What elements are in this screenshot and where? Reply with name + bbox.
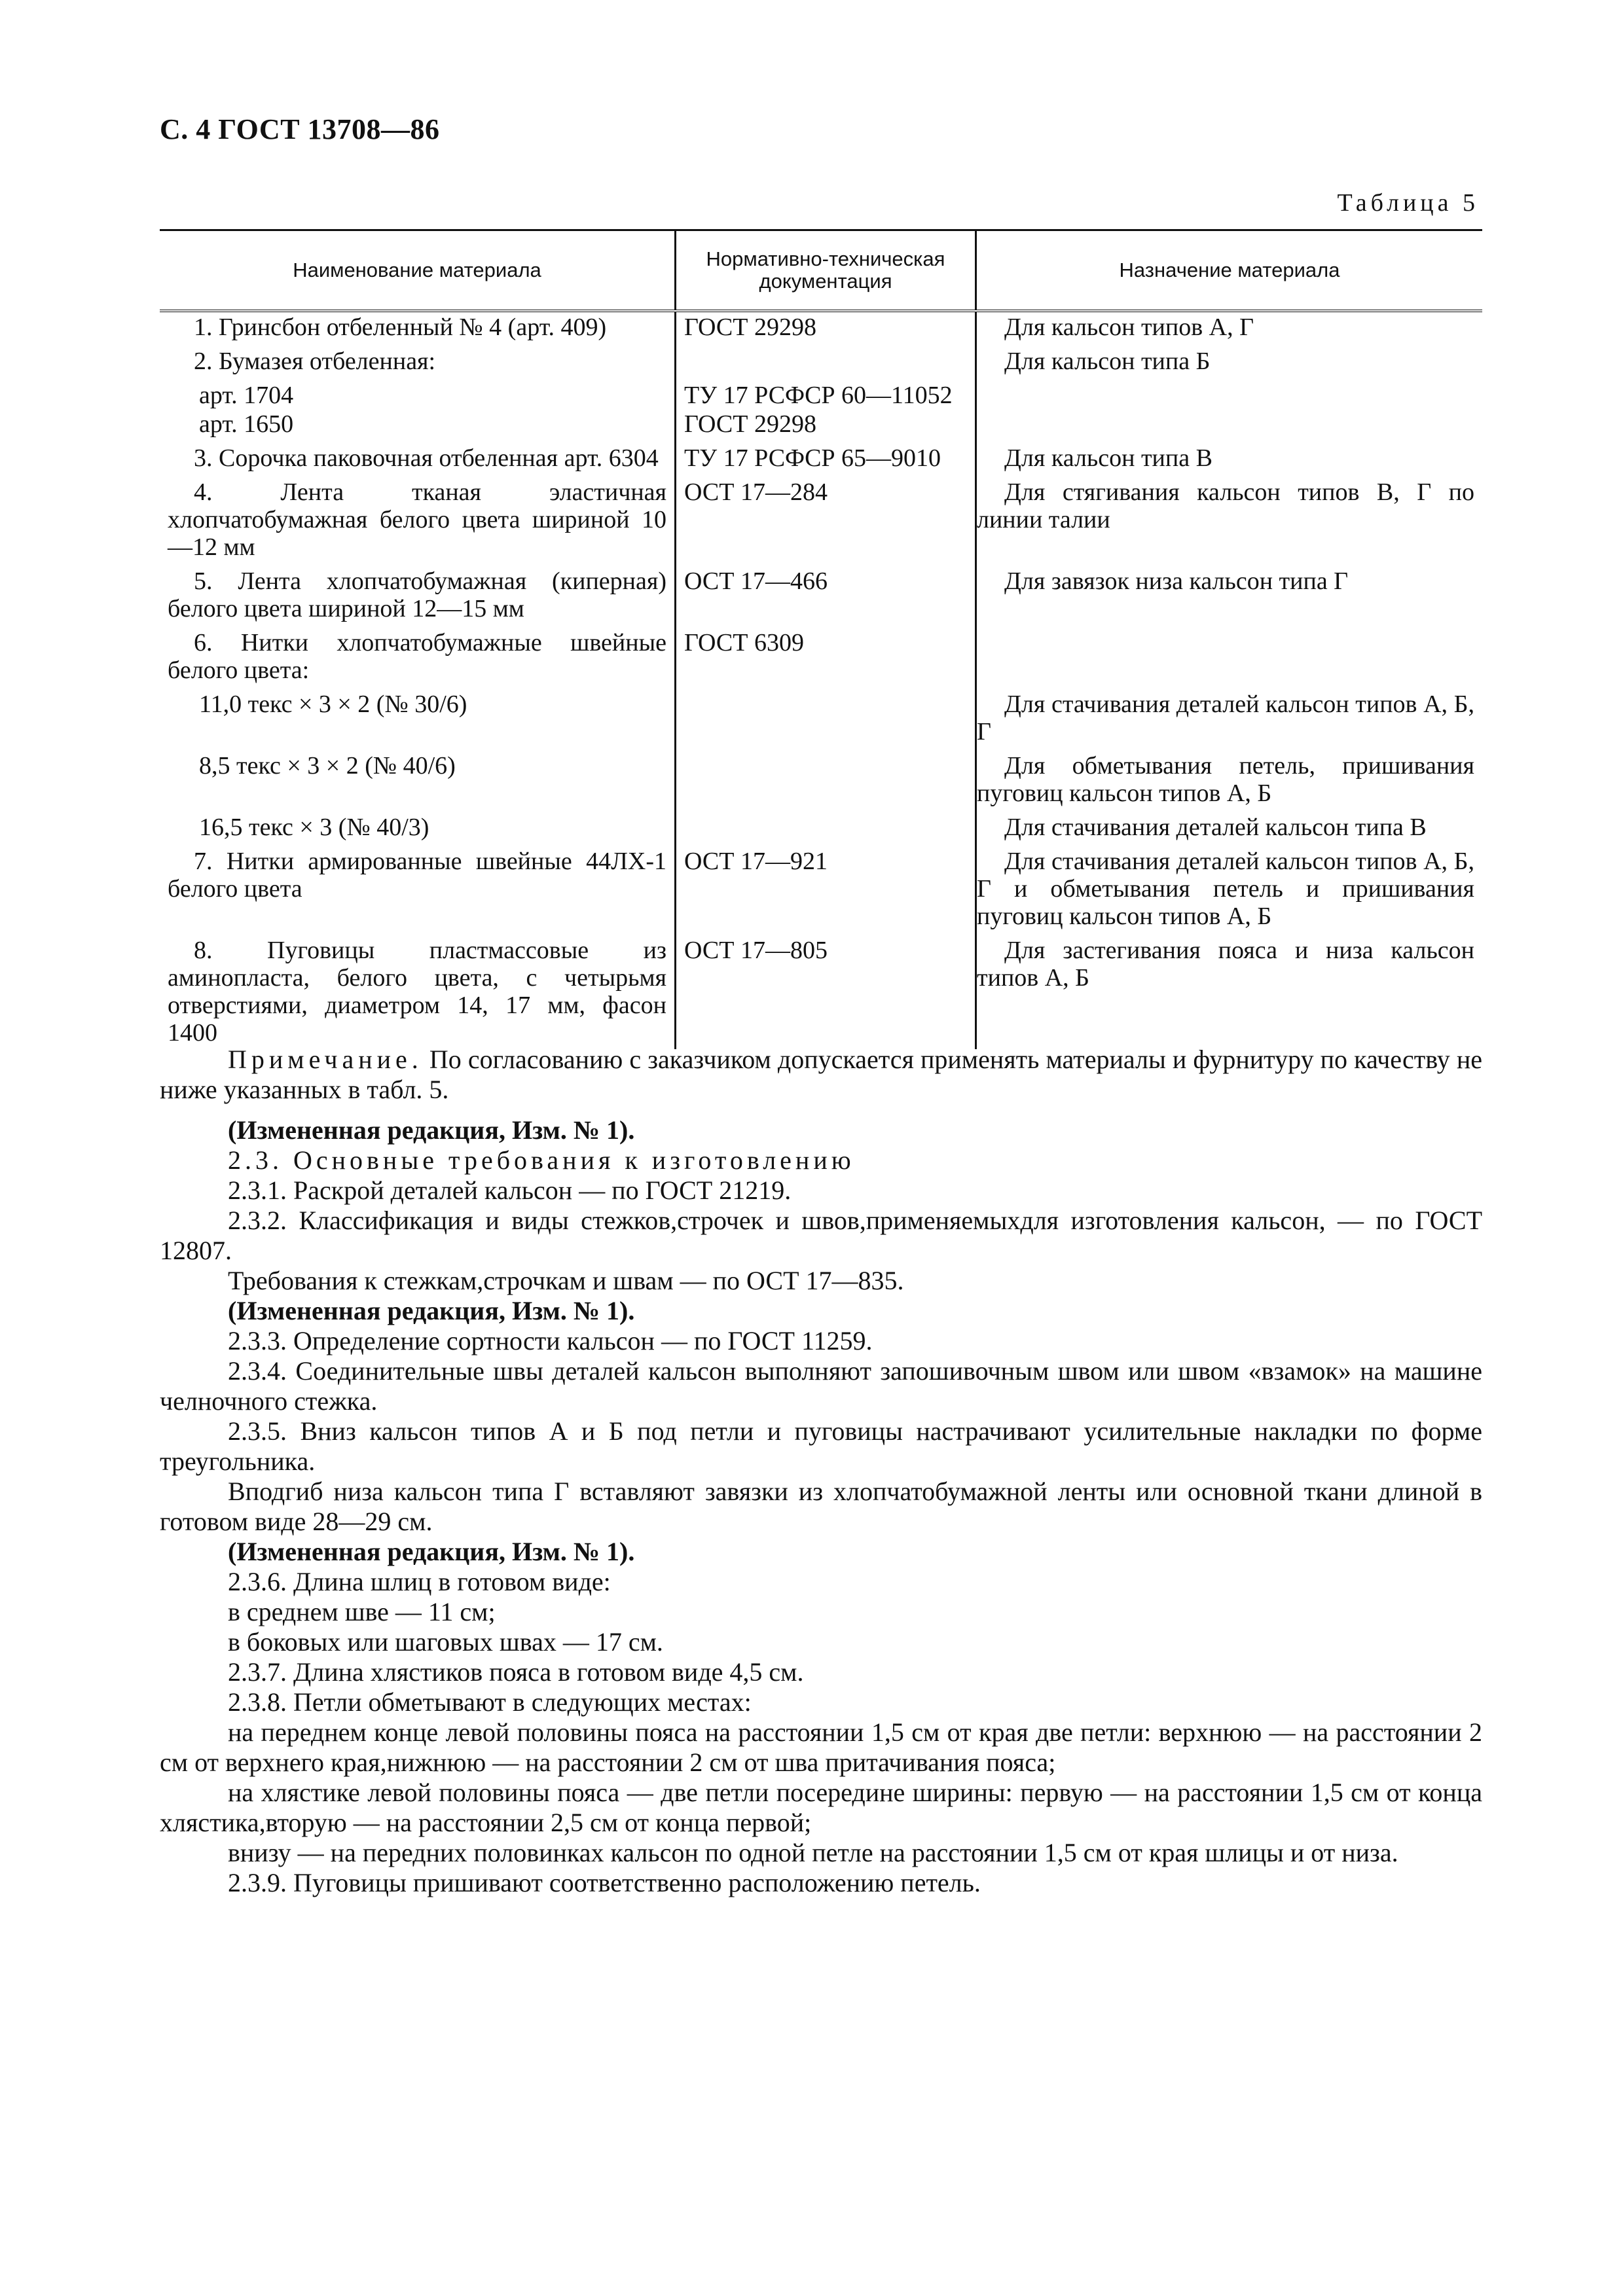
page-header: С. 4 ГОСТ 13708—86 [160,113,440,145]
material-name: 7. Нитки армированные швейные 44ЛХ-1 белого цвета [168,848,666,903]
table-row [160,628,1482,689]
material-doc: ГОСТ 29298 [676,409,976,443]
material-purpose [976,311,1483,346]
material-purpose [976,409,1483,443]
paragraph: 2.3.6. Длина шлиц в готовом виде: [228,1567,611,1596]
material-doc: ГОСТ 29298 [676,311,976,346]
paragraph: 2.3.1. Раскрой деталей кальсон — по ГОСТ 21219. [228,1175,792,1205]
purpose-text: Для стягивания кальсон типов В, Г по линии талии [977,478,1474,533]
material-purpose [976,751,1483,812]
material-doc [676,751,976,812]
paragraph: Требования к стежкам,строчкам и швам — по ОСТ 17—835. [228,1266,904,1295]
material-name: 8,5 текс × 3 × 2 (№ 40/6) [199,752,456,780]
purpose-text: Для застегивания пояса и низа кальсон типов А, Б [977,937,1474,992]
material-doc: ГОСТ 6309 [676,628,976,689]
material-name: арт. 1650 [199,410,294,438]
section-heading: 2.3. Основные требования к изготовлению [228,1145,855,1175]
paragraph: на переднем конце левой половины пояса на расстоянии 1,5 см от края две петли: верхнюю — на расстоянии 2 см от верхнего края,нижнюю — на расстоянии 2 см от шва притачивания пояса; [160,1717,1482,1777]
column-header-material: Наименование материала [160,230,676,312]
material-doc [676,346,976,380]
body-text [160,1045,1482,1898]
paragraph: внизу — на передних половинках кальсон по одной петле на расстоянии 1,5 см от края шлицы и от низа. [228,1838,1398,1867]
material-doc [676,812,976,846]
table-row [160,812,1482,846]
paragraph: 2.3.8. Петли обметывают в следующих местах: [228,1687,752,1717]
table-row [160,751,1482,812]
paragraph: 2.3.2. Классификация и виды стежков,строчек и швов,применяемыхдля изготовления кальсон, — по ГОСТ 12807. [160,1206,1482,1265]
material-doc: ОСТ 17—805 [676,935,976,1049]
table-note [160,1045,1482,1105]
column-header-documentation: Нормативно-техническая документация [676,230,976,312]
material-name: 16,5 текс × 3 (№ 40/3) [199,814,429,841]
material-purpose [976,628,1483,689]
table-row [160,380,1482,409]
revision-note: (Измененная редакция, Изм. № 1). [228,1115,635,1145]
material-doc: ОСТ 17—284 [676,477,976,566]
paragraph: Вподгиб низа кальсон типа Г вставляют завязки из хлопчатобумажной ленты или основной ткани длиной в готовом виде 28—29 см. [160,1477,1482,1536]
material-purpose [976,346,1483,380]
material-purpose [976,935,1483,1049]
purpose-text: Для обметывания петель, пришивания пуговиц кальсон типов А, Б [977,752,1474,807]
purpose-text: Для стачивания деталей кальсон типов А, Б, Г и обметывания петель и пришивания пуговиц кальсон типов А, Б [977,848,1474,930]
paragraph: в среднем шве — 11 см; [228,1597,496,1626]
table-row [160,409,1482,443]
paragraph: на хлястике левой половины пояса — две петли посередине ширины: первую — на расстоянии 1,5 см от конца хлястика,вторую — на расстоянии 2,5 см от конца первой; [160,1778,1482,1837]
table-row [160,566,1482,628]
material-name: 1. Гринсбон отбеленный № 4 (арт. 409) [194,314,607,341]
purpose-text: Для завязок низа кальсон типа Г [1004,567,1349,595]
material-doc: ОСТ 17—466 [676,566,976,628]
material-name: 4. Лента тканая эластичная хлопчатобумажная белого цвета шириной 10—12 мм [168,478,666,561]
table-row [160,311,1482,346]
table-row [160,846,1482,935]
material-doc: ОСТ 17—921 [676,846,976,935]
table-row [160,689,1482,751]
purpose-text: Для стачивания деталей кальсон типа В [1004,814,1427,841]
revision-note: (Измененная редакция, Изм. № 1). [228,1296,635,1325]
purpose-text: Для кальсон типа Б [1004,348,1211,375]
material-name: 11,0 текс × 3 × 2 (№ 30/6) [199,691,467,718]
table-row [160,477,1482,566]
paragraph: 2.3.3. Определение сортности кальсон — по ГОСТ 11259. [228,1326,873,1355]
paragraph: 2.3.7. Длина хлястиков пояса в готовом виде 4,5 см. [228,1657,804,1687]
table-row [160,443,1482,477]
table-caption: Таблица 5 [1337,189,1479,217]
material-name: 8. Пуговицы пластмассовые из аминопласта, белого цвета, с четырьмя отверстиями, диаметром 14, 17 мм, фасон 1400 [168,937,666,1047]
purpose-text: Для кальсон типа В [1004,444,1213,472]
paragraph: 2.3.5. Вниз кальсон типов А и Б под петли и пуговицы настрачивают усилительные накладки по форме треугольника. [160,1416,1482,1476]
material-name: 2. Бумазея отбеленная: [194,348,436,375]
paragraph: 2.3.9. Пуговицы пришивают соответственно расположению петель. [228,1868,981,1897]
material-doc [676,689,976,751]
table-header-row [160,230,1482,312]
purpose-text: Для стачивания деталей кальсон типов А, Б, Г [977,691,1474,745]
paragraph: 2.3.4. Соединительные швы деталей кальсон выполняют запошивочным швом или швом «взамок» на машине челночного стежка. [160,1356,1482,1416]
table-row [160,935,1482,1049]
materials-table [160,229,1482,1049]
material-purpose [976,443,1483,477]
material-name: 6. Нитки хлопчатобумажные швейные белого цвета: [168,629,666,684]
material-purpose [976,689,1483,751]
material-purpose [976,846,1483,935]
material-purpose [976,812,1483,846]
revision-note: (Измененная редакция, Изм. № 1). [228,1537,635,1566]
purpose-text: Для кальсон типов А, Г [1004,314,1254,341]
material-doc: ТУ 17 РСФСР 65—9010 [676,443,976,477]
material-purpose [976,477,1483,566]
column-header-purpose: Назначение материала [976,230,1483,312]
material-doc: ТУ 17 РСФСР 60—11052 [676,380,976,409]
note-label: Примечание. [228,1045,423,1074]
paragraph: в боковых или шаговых швах — 17 см. [228,1627,663,1657]
table-row [160,346,1482,380]
note-text: По согласованию с заказчиком допускается применять материалы и фурнитуру по качеству не ниже указанных в табл. 5. [160,1045,1482,1104]
material-purpose [976,380,1483,409]
material-name: арт. 1704 [199,382,294,409]
material-name: 5. Лента хлопчатобумажная (киперная) белого цвета шириной 12—15 мм [168,567,666,622]
material-name: 3. Сорочка паковочная отбеленная арт. 6304 [194,444,659,472]
material-purpose [976,566,1483,628]
